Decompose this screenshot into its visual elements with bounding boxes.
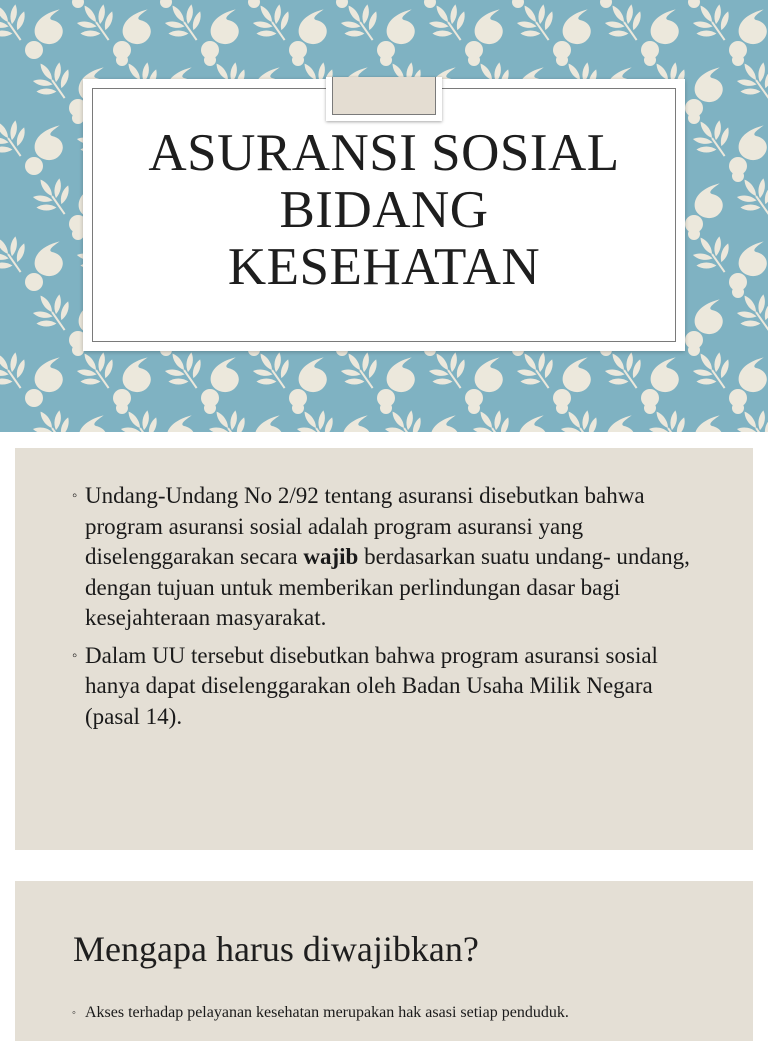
pattern-dot <box>292 402 304 414</box>
bullet-item-2: ◦ Dalam UU tersebut disebutkan bahwa program asuransi sosial hanya dapat diselenggarakan oleh Badan Usaha Milik Negara (pasal 14). <box>72 642 658 729</box>
pattern-dot <box>25 41 43 59</box>
bullet-list <box>72 481 695 739</box>
pattern-dot <box>204 402 216 414</box>
pattern-dot <box>380 54 392 66</box>
paisley-shape <box>295 352 334 397</box>
pattern-dot <box>160 0 172 8</box>
pattern-dot <box>336 0 348 8</box>
pattern-dot <box>468 54 480 66</box>
content-slide-question <box>15 881 753 1041</box>
bullet-marker: ◦ <box>72 1007 76 1019</box>
pattern-dot <box>25 273 43 291</box>
pattern-dot <box>556 402 568 414</box>
title-card <box>83 79 685 351</box>
paisley-shape <box>75 410 114 432</box>
title-slide <box>0 0 768 432</box>
pattern-dot <box>72 0 84 8</box>
paisley-shape <box>691 294 730 339</box>
paisley-shape <box>119 4 158 49</box>
pattern-dot <box>688 0 700 8</box>
slide-title: ASURANSI SOSIAL BIDANG KESEHATAN <box>148 124 620 296</box>
paisley-shape <box>383 352 422 397</box>
paisley-shape <box>119 352 158 397</box>
pattern-dot <box>688 344 700 356</box>
pattern-dot <box>468 402 480 414</box>
paisley-shape <box>559 4 598 49</box>
paisley-shape <box>471 352 510 397</box>
paisley-shape <box>691 178 730 223</box>
pattern-dot <box>25 389 43 407</box>
paisley-shape <box>647 352 686 397</box>
bullet-marker: ◦ <box>72 488 78 504</box>
pattern-dot <box>380 402 392 414</box>
pattern-dot <box>732 402 744 414</box>
paisley-shape <box>31 4 70 49</box>
pattern-dot <box>116 54 128 66</box>
paisley-shape <box>647 4 686 49</box>
title-card-tab <box>326 77 442 121</box>
paisley-shape <box>515 410 554 432</box>
paisley-shape <box>339 410 378 432</box>
paisley-shape <box>559 352 598 397</box>
pattern-dot <box>644 54 656 66</box>
paisley-shape <box>31 120 70 165</box>
pattern-dot <box>688 112 700 124</box>
pattern-dot <box>25 157 43 175</box>
pattern-dot <box>556 54 568 66</box>
bullet-marker: ◦ <box>72 647 78 664</box>
paisley-shape <box>691 410 730 432</box>
bullet-item-1: ◦ Undang-Undang No 2/92 tentang asuransi disebutkan bahwa program asuransi sosial adalah program asuransi yang diselenggarakan secara wajib berdasarkan suatu undang- undang, dengan tujuan untuk memberikan perlindungan dasar bagi kesejahteraan masyarakat. <box>72 483 690 630</box>
pattern-dot <box>688 228 700 240</box>
paisley-shape <box>471 4 510 49</box>
bullet-item: ◦ Akses terhadap pelayanan kesehatan merupakan hak asasi setiap penduduk. <box>72 1004 569 1021</box>
paisley-shape <box>603 410 642 432</box>
paisley-shape <box>251 410 290 432</box>
paisley-shape <box>207 4 246 49</box>
paisley-shape <box>31 236 70 281</box>
pattern-dot <box>424 0 436 8</box>
pattern-dot <box>116 402 128 414</box>
paisley-shape <box>207 352 246 397</box>
paisley-shape <box>383 4 422 49</box>
pattern-dot <box>732 170 744 182</box>
pattern-dot <box>512 0 524 8</box>
pattern-dot <box>732 54 744 66</box>
bold-term: wajib <box>303 544 359 569</box>
content-slide-definition <box>15 448 753 850</box>
pattern-dot <box>204 54 216 66</box>
slide-heading: Mengapa harus diwajibkan? <box>73 929 479 969</box>
pattern-dot <box>732 286 744 298</box>
paisley-shape <box>427 410 466 432</box>
paisley-shape <box>163 410 202 432</box>
pattern-dot <box>644 402 656 414</box>
paisley-shape <box>691 62 730 107</box>
paisley-shape <box>31 352 70 397</box>
pattern-dot <box>248 0 260 8</box>
pattern-dot <box>600 0 612 8</box>
paisley-shape <box>295 4 334 49</box>
pattern-dot <box>292 54 304 66</box>
